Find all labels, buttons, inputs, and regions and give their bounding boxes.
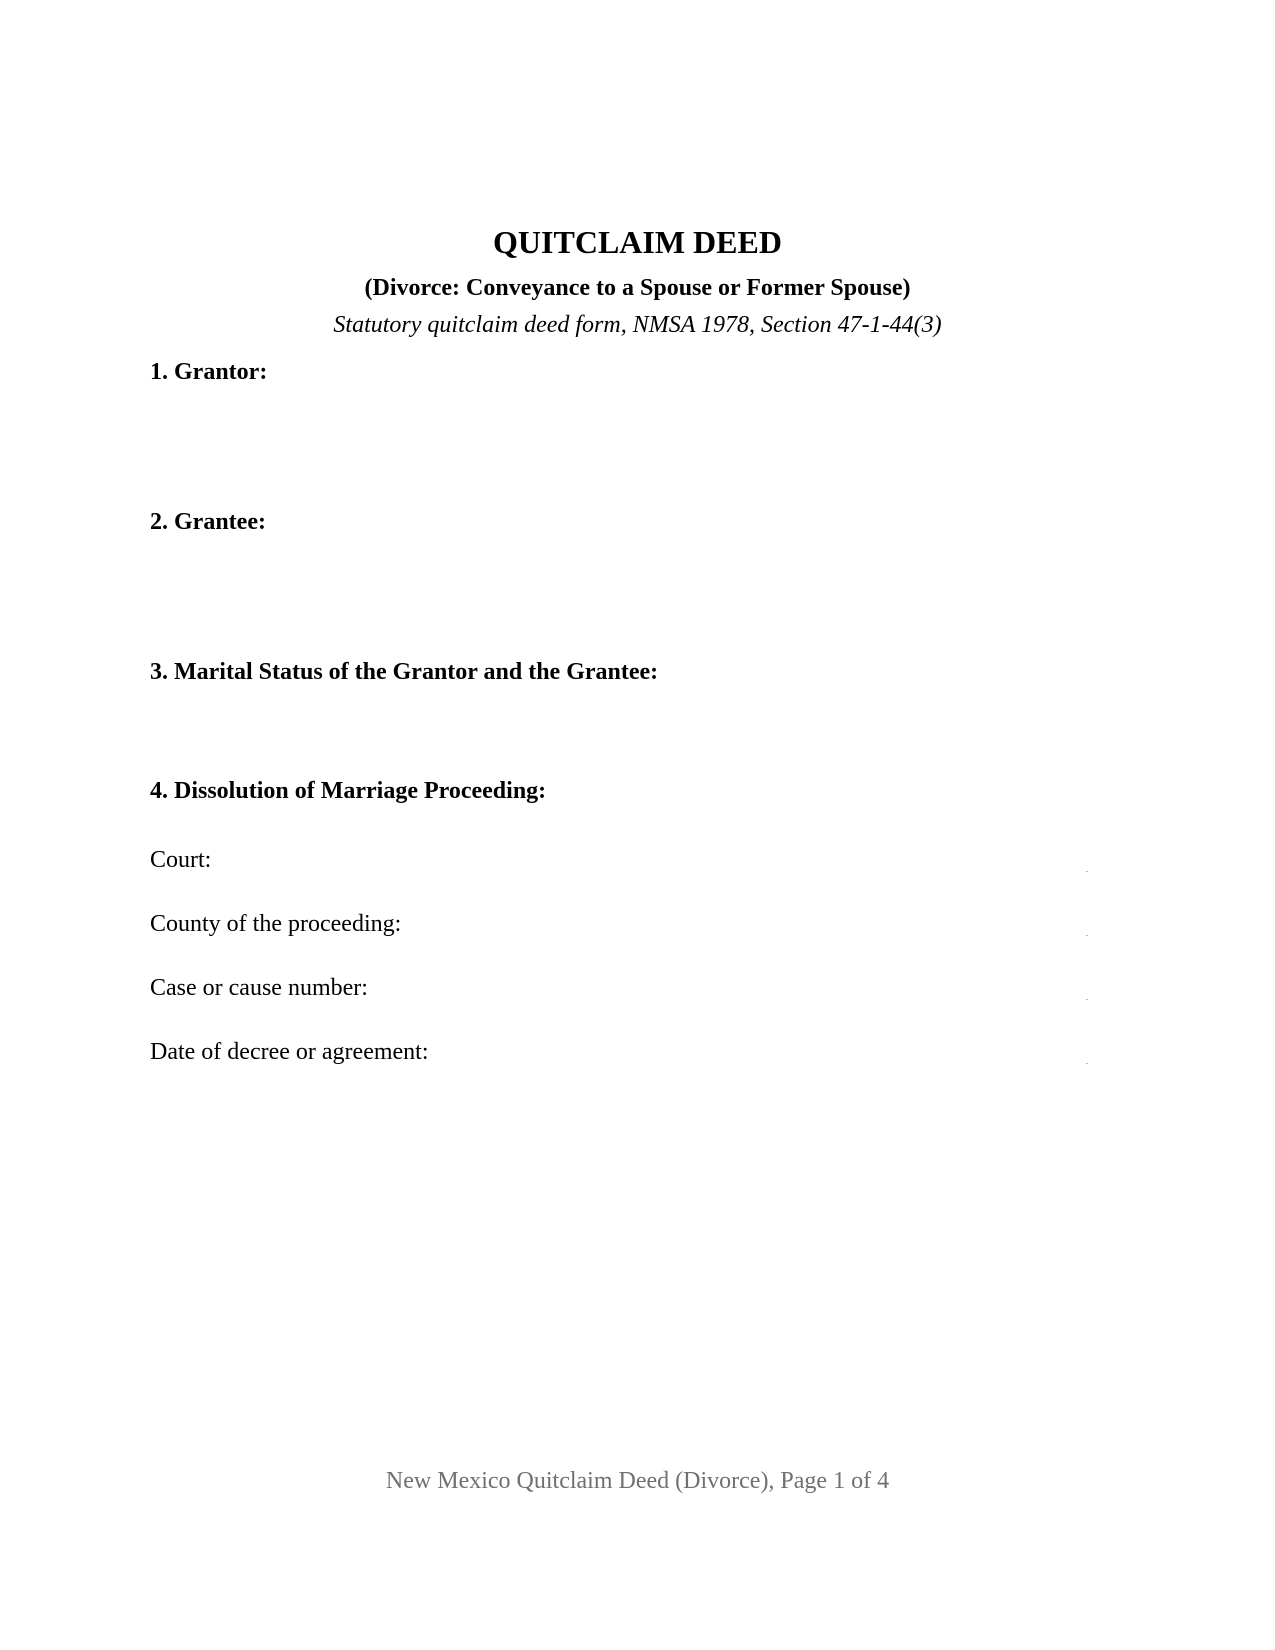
county-field-row[interactable]: [150, 909, 1088, 939]
court-field-row[interactable]: [150, 845, 1088, 875]
section-dissolution-heading: 4. Dissolution of Marriage Proceeding:: [150, 778, 547, 804]
document-title: QUITCLAIM DEED: [493, 224, 782, 260]
decree-date-label: Date of decree or agreement:: [150, 1039, 429, 1065]
decree-date-field-row[interactable]: [150, 1037, 1088, 1067]
county-blank-line[interactable]: [1086, 935, 1088, 936]
statute-reference: Statutory quitclaim deed form, NMSA 1978, Section 47-1-44(3): [333, 312, 942, 338]
case-number-blank-line[interactable]: [1086, 999, 1088, 1000]
county-label: County of the proceeding:: [150, 911, 402, 937]
section-grantee-heading: 2. Grantee:: [150, 509, 266, 535]
decree-date-blank-line[interactable]: [1086, 1063, 1088, 1064]
case-number-field-row[interactable]: [150, 973, 1088, 1003]
case-number-label: Case or cause number:: [150, 975, 368, 1001]
page-footer: New Mexico Quitclaim Deed (Divorce), Page 1 of 4: [385, 1468, 890, 1494]
court-label: Court:: [150, 847, 212, 873]
section-grantor-heading: 1. Grantor:: [150, 359, 268, 385]
document-subtitle: (Divorce: Conveyance to a Spouse or Former Spouse): [364, 275, 911, 301]
court-blank-line[interactable]: [1086, 871, 1088, 872]
section-marital-status-heading: 3. Marital Status of the Grantor and the Grantee:: [150, 659, 659, 685]
